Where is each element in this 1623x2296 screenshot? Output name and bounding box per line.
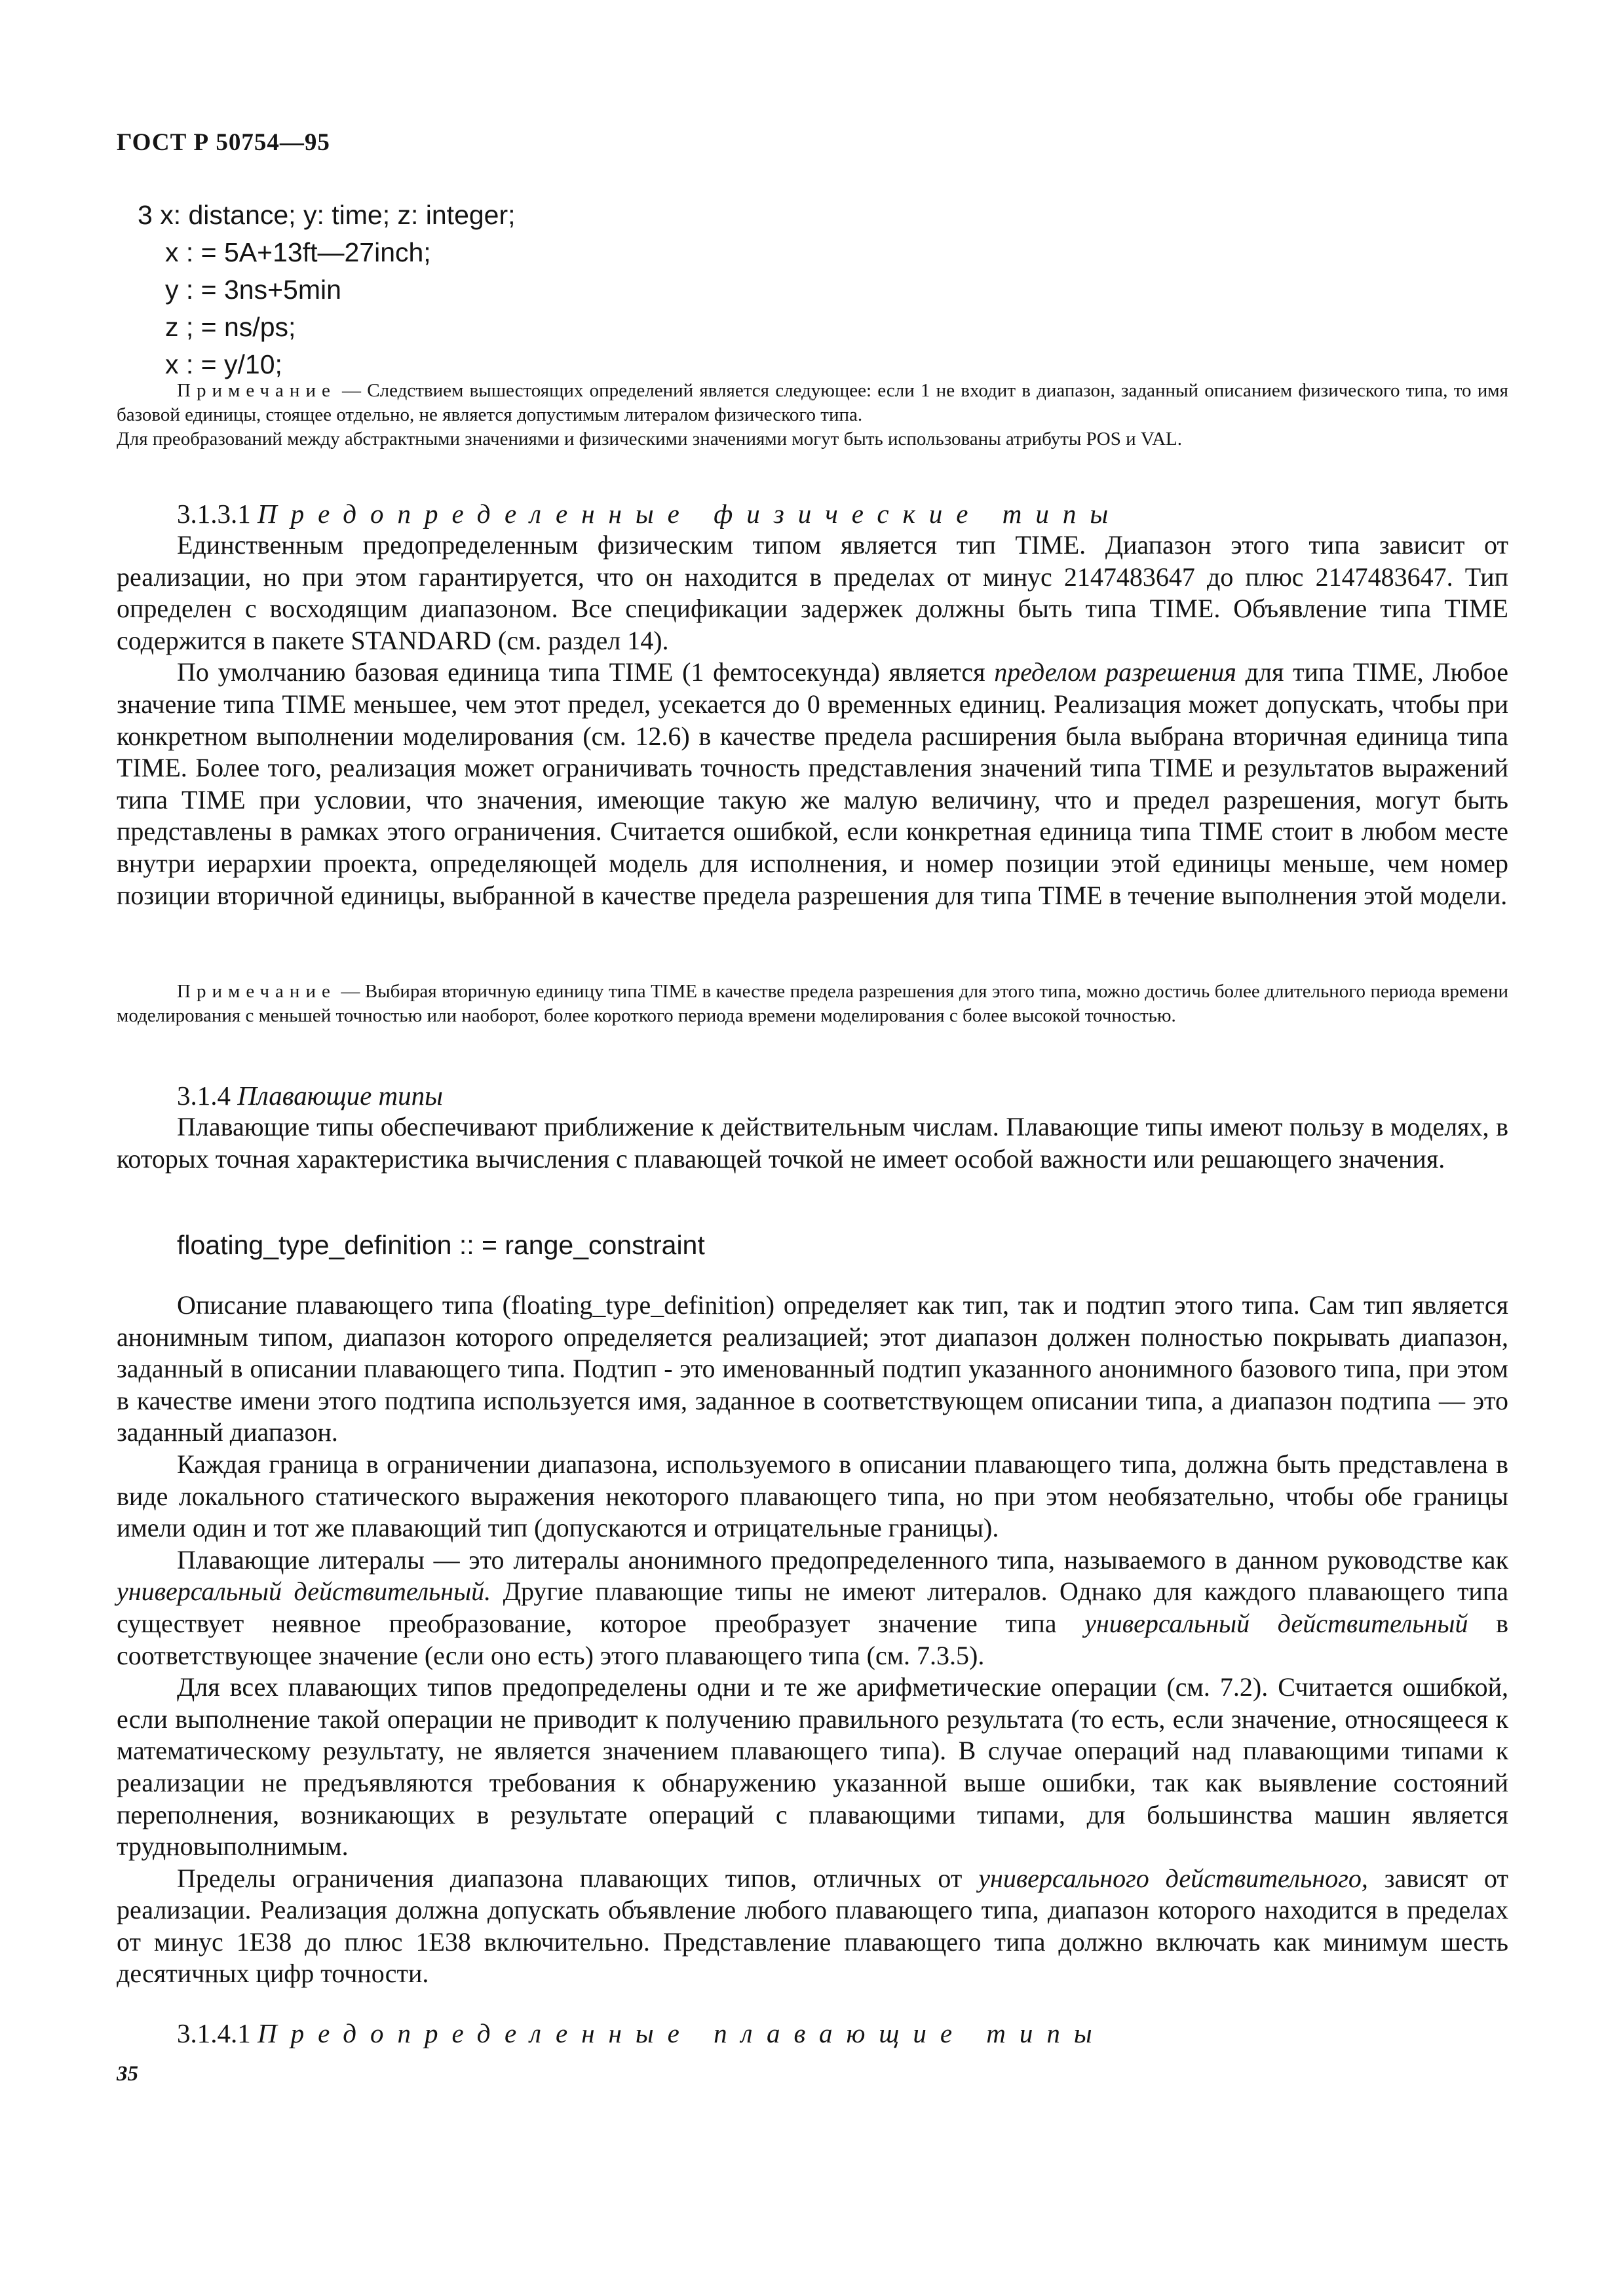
emphasis: универсальный действительный (1084, 1608, 1468, 1638)
syntax-formula: floating_type_definition :: = range_constraint (177, 1230, 705, 1260)
note-1 (117, 379, 1508, 451)
section-title: Плавающие типы (237, 1081, 443, 1111)
note-text: — Следствием вышестоящих определений является следующее: если 1 не входит в диапазон, заданный описанием физического типа, то имя базовой единицы, стоящее отдельно, не является допустимым литералом физического типа. (117, 380, 1508, 425)
paragraph: Пределы ограничения диапазона плавающих типов, отличных от универсального действительного, зависят от реализации. Реализация должна допускать объявление любого плавающего типа, диапазон которого находится в пределах от минус 1E38 до плюс 1E38 включительно. Представление плавающего типа должно включать как минимум шесть десятичных цифр точности. (117, 1863, 1509, 1989)
section-heading-3-1-4 (177, 1080, 443, 1111)
paragraph: Единственным предопределенным физическим типом является тип TIME. Диапазон этого типа зависит от реализации, но при этом гарантируется, что он находится в пределах от минус 2147483647 до плюс 2147483647. Тип определен с восходящим диапазоном. Все спецификации задержек должны быть типа TIME. Объявление типа TIME содержится в пакете STANDARD (см. раздел 14). (117, 530, 1508, 655)
section-heading-3-1-4-1 (177, 2018, 1106, 2049)
code-line: y : = 3ns+5min (165, 275, 341, 305)
section-number: 3.1.4 (177, 1081, 238, 1111)
note-label: Примечание (177, 981, 336, 1002)
note-text: Для преобразований между абстрактными значениями и физическими значениями могут быть использованы атрибуты POS и VAL. (117, 429, 1182, 450)
section-number: 3.1.4.1 (177, 2018, 258, 2048)
paragraph: Каждая граница в ограничении диапазона, используемого в описании плавающего типа, должна быть представлена в виде локального статического выражения некоторого плавающего типа, но при этом необязательно, чтобы обе границы имели один и тот же плавающий тип (допускаются и отрицательные границы). (117, 1449, 1508, 1543)
paragraph: Описание плавающего типа (floating_type_definition) определяет как тип, так и подтип этого типа. Сам тип является анонимным типом, диапазон которого определяется реализацией; этот диапазон должен полностью покрывать диапазон, заданный в описании плавающего типа. Подтип - это именованный подтип указанного анонимного базового типа, при этом в качестве имени этого подтипа используется имя, заданное в соответствующем описании типа, а диапазон подтипа — это заданный диапазон. (117, 1290, 1508, 1447)
code-line: x : = y/10; (165, 349, 282, 379)
paragraph: Плавающие типы обеспечивают приближение к действительным числам. Плавающие типы имеют пользу в моделях, в которых точная характеристика вычисления с плавающей точкой не имеет особой важности или решающего значения. (117, 1112, 1508, 1174)
paragraph: Плавающие литералы — это литералы анонимного предопределенного типа, называемого в данном руководстве как универсальный действительный. Другие плавающие типы не имеют литералов. Однако для каждого плавающего типа существует неявное преобразование, которое преобразует значение типа универсальный действительный в соответствующее значение (если оно есть) этого плавающего типа (см. 7.3.5). (117, 1544, 1509, 1670)
paragraph: По умолчанию базовая единица типа TIME (1 фемтосекунда) является пределом разрешения для типа TIME, Любое значение типа TIME меньшее, чем этот предел, усекается до 0 временных единиц. Реализация может допускать, чтобы при конкретном выполнении моделирования (см. 12.6) в качестве предела расширения была выбрана вторичная единица типа TIME. Более того, реализация может ограничивать точность представления значений типа TIME и результатов выражений типа TIME при условии, что значения, имеющие такую же малую величину, что и предел разрешения, могут быть представлены в рамках этого ограничения. Считается ошибкой, если конкретная единица типа TIME стоит в любом месте внутри иерархии проекта, определяющей модель для исполнения, и номер позиции этой единицы меньше, чем номер позиции вторичной единицы, выбранной в качестве предела разрешения для типа TIME в течение выполнения этой модели. (117, 657, 1508, 910)
document-header: ГОСТ Р 50754—95 (117, 129, 330, 156)
note-label: Примечание (177, 380, 336, 401)
code-line: 3 x: distance; y: time; z: integer; (138, 200, 516, 230)
section-title: Предопределенные физические типы (258, 499, 1122, 529)
note-2 (117, 980, 1508, 1028)
section-heading-3-1-3-1 (177, 498, 1122, 529)
code-line: x : = 5A+13ft—27inch; (165, 237, 431, 267)
emphasis: универсального действительного, (978, 1863, 1368, 1893)
section-body-3-1-3-1 (117, 529, 1508, 911)
code-line: z ; = ns/ps; (165, 312, 296, 342)
emphasis: универсальный действительный. (117, 1577, 491, 1607)
page-number: 35 (117, 2062, 138, 2086)
section-number: 3.1.3.1 (177, 499, 258, 529)
section-body-3-1-4 (117, 1290, 1508, 1990)
emphasis: пределом разрешения (994, 657, 1236, 687)
section-title: Предопределенные плавающие типы (258, 2018, 1106, 2048)
paragraph: Для всех плавающих типов предопределены одни и те же арифметические операции (см. 7.2). Считается ошибкой, если выполнение такой операции не приводит к получению правильного результата (то есть, если значение, относящееся к математическому результату, не является значением плавающего типа). В случае операций над плавающими типами к реализации не предъявляются требования к обнаружению указанной выше ошибки, так как выявление состояний переполнения, возникающих в результате операций с плавающими типами, для большинства машин является трудновыполнимым. (117, 1672, 1508, 1862)
section-body-3-1-4-intro (117, 1111, 1508, 1175)
note-text: — Выбирая вторичную единицу типа TIME в качестве предела разрешения для этого типа, можно достичь более длительного периода времени моделирования с меньшей точностью или наоборот, более короткого периода времени моделирования с более высокой точностью. (117, 981, 1508, 1026)
code-example (138, 197, 516, 383)
